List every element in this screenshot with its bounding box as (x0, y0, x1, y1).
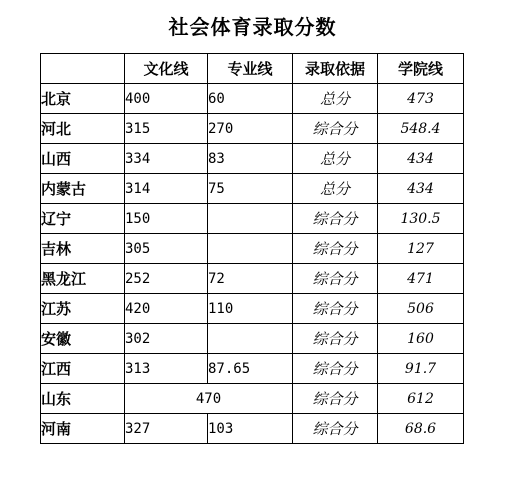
table-row (41, 264, 464, 294)
province-cell: 北京 (41, 84, 125, 114)
college-line-cell: 434 (378, 174, 464, 204)
admission-basis-cell: 综合分 (293, 354, 378, 384)
header-cell-major-line: 专业线 (208, 54, 293, 84)
major-line-cell: 87.65 (208, 354, 293, 384)
college-line-cell: 68.6 (378, 414, 464, 444)
header-cell-admission-basis: 录取依据 (293, 54, 378, 84)
admission-basis-cell: 综合分 (293, 414, 378, 444)
table-row (41, 84, 464, 114)
province-cell: 吉林 (41, 234, 125, 264)
table-row (41, 234, 464, 264)
page-title: 社会体育录取分数 (168, 15, 337, 39)
culture-line-cell: 327 (125, 414, 208, 444)
major-line-cell (208, 204, 293, 234)
admission-basis-cell: 总分 (293, 84, 378, 114)
culture-line-cell: 400 (125, 84, 208, 114)
table-row (41, 354, 464, 384)
culture-line-cell: 314 (125, 174, 208, 204)
province-cell: 内蒙古 (41, 174, 125, 204)
admission-basis-cell: 综合分 (293, 114, 378, 144)
admission-basis-cell: 综合分 (293, 324, 378, 354)
table-row (41, 114, 464, 144)
college-line-cell: 91.7 (378, 354, 464, 384)
table-row (41, 294, 464, 324)
province-cell: 山西 (41, 144, 125, 174)
header-cell-culture-line: 文化线 (125, 54, 208, 84)
province-cell: 河南 (41, 414, 125, 444)
college-line-cell: 160 (378, 324, 464, 354)
culture-line-cell: 313 (125, 354, 208, 384)
province-cell: 河北 (41, 114, 125, 144)
college-line-cell: 434 (378, 144, 464, 174)
major-line-cell: 60 (208, 84, 293, 114)
province-cell: 安徽 (41, 324, 125, 354)
major-line-cell: 83 (208, 144, 293, 174)
major-line-cell: 103 (208, 414, 293, 444)
culture-line-cell: 302 (125, 324, 208, 354)
table-row (41, 414, 464, 444)
table-row (41, 384, 464, 414)
culture-line-cell: 305 (125, 234, 208, 264)
culture-line-cell: 150 (125, 204, 208, 234)
combined-line-cell: 470 (125, 384, 293, 414)
province-cell: 辽宁 (41, 204, 125, 234)
province-cell: 山东 (41, 384, 125, 414)
admission-basis-cell: 综合分 (293, 234, 378, 264)
culture-line-cell: 315 (125, 114, 208, 144)
admission-basis-cell: 综合分 (293, 204, 378, 234)
college-line-cell: 471 (378, 264, 464, 294)
header-cell-college-line: 学院线 (378, 54, 464, 84)
admission-basis-cell: 综合分 (293, 264, 378, 294)
college-line-cell: 612 (378, 384, 464, 414)
admission-basis-cell: 总分 (293, 174, 378, 204)
header-cell-province (41, 54, 125, 84)
college-line-cell: 506 (378, 294, 464, 324)
college-line-cell: 127 (378, 234, 464, 264)
admission-basis-cell: 综合分 (293, 384, 378, 414)
major-line-cell: 72 (208, 264, 293, 294)
province-cell: 江苏 (41, 294, 125, 324)
table-header-row (41, 54, 464, 84)
table-row (41, 144, 464, 174)
culture-line-cell: 252 (125, 264, 208, 294)
culture-line-cell: 420 (125, 294, 208, 324)
major-line-cell: 270 (208, 114, 293, 144)
table-row (41, 174, 464, 204)
college-line-cell: 548.4 (378, 114, 464, 144)
major-line-cell (208, 324, 293, 354)
college-line-cell: 130.5 (378, 204, 464, 234)
major-line-cell: 110 (208, 294, 293, 324)
province-cell: 黑龙江 (41, 264, 125, 294)
college-line-cell: 473 (378, 84, 464, 114)
major-line-cell (208, 234, 293, 264)
table-row (41, 204, 464, 234)
admission-basis-cell: 综合分 (293, 294, 378, 324)
table-row (41, 324, 464, 354)
province-cell: 江西 (41, 354, 125, 384)
major-line-cell: 75 (208, 174, 293, 204)
culture-line-cell: 334 (125, 144, 208, 174)
admission-basis-cell: 总分 (293, 144, 378, 174)
score-table (40, 53, 464, 444)
